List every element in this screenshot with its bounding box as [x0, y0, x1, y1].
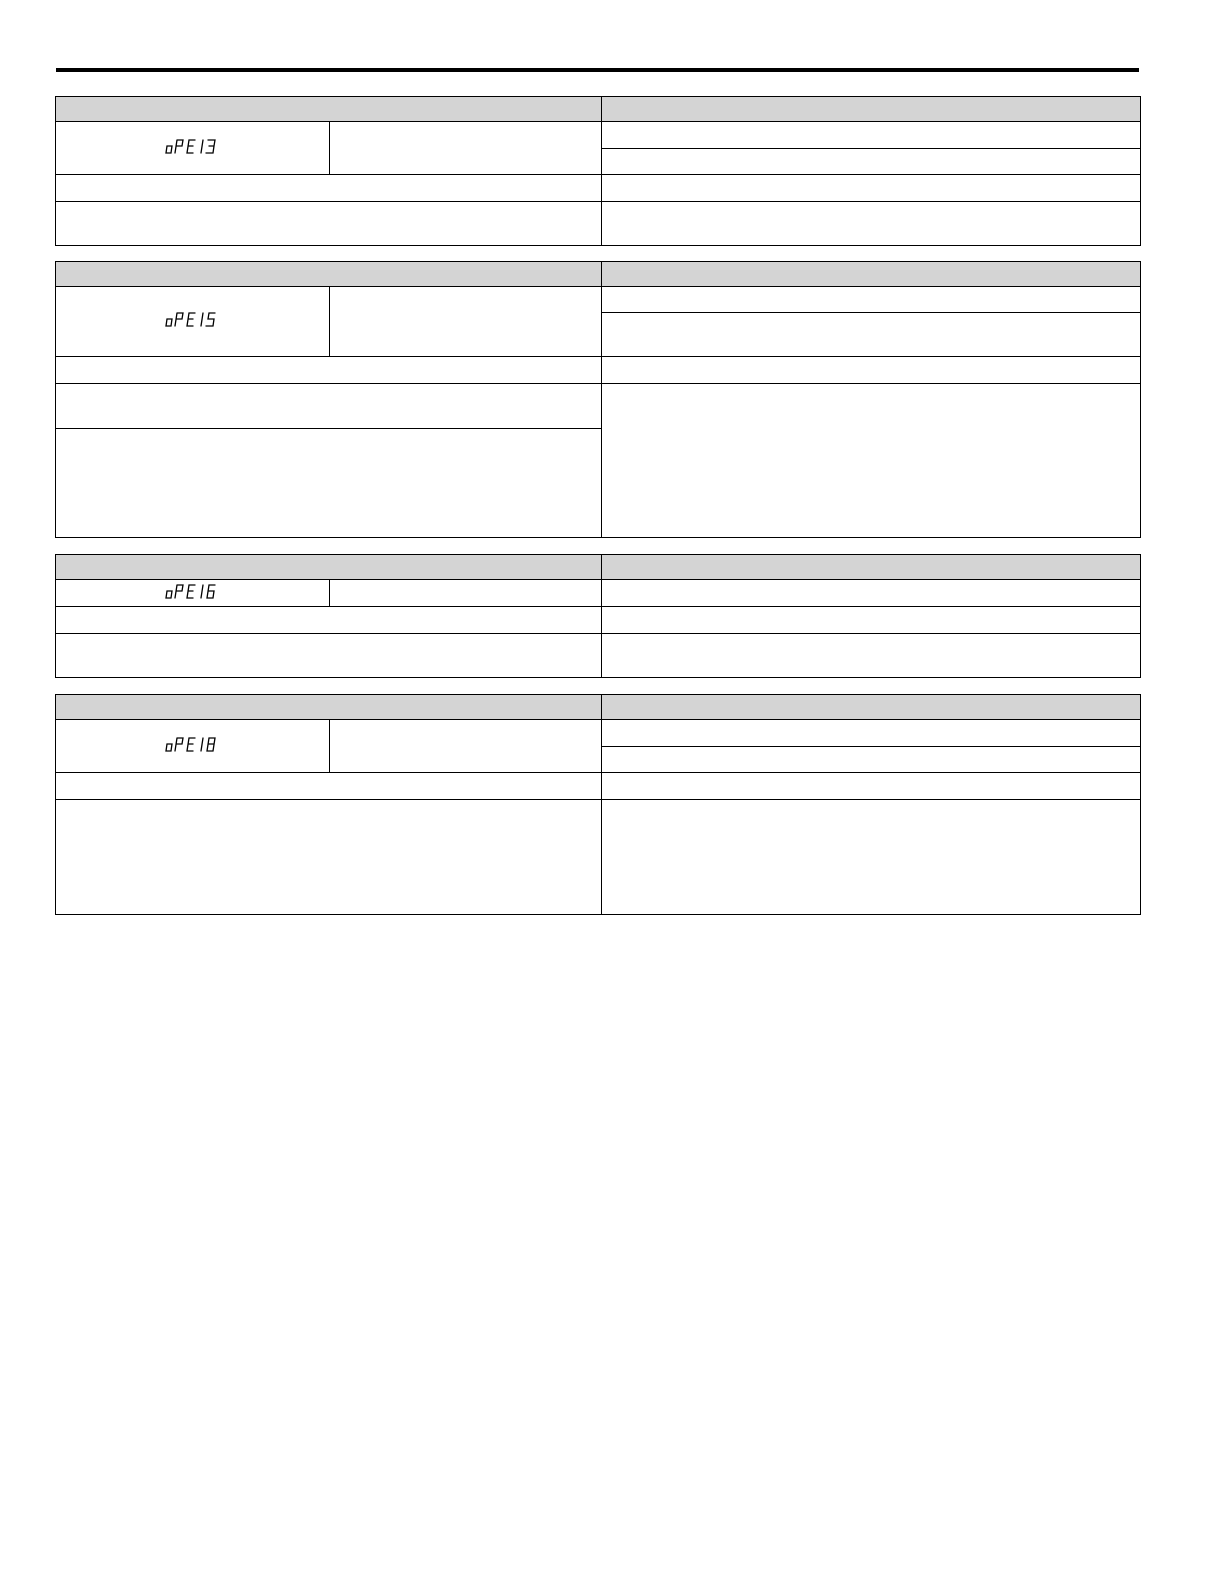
cause-cell — [56, 429, 602, 538]
table-header-left — [56, 555, 602, 580]
seven-segment-icon — [164, 137, 222, 155]
table-header-right — [602, 555, 1141, 580]
cause-row — [602, 149, 1141, 175]
display-name-cell — [330, 580, 602, 607]
cause-row — [602, 122, 1141, 149]
digital-operator-display — [56, 122, 330, 175]
error-table-ope16 — [55, 554, 1140, 678]
seven-segment-icon — [164, 582, 222, 600]
cause-cell — [56, 634, 602, 678]
remedy-cell — [602, 773, 1141, 800]
digital-operator-display — [56, 287, 330, 357]
error-table-ope13 — [55, 96, 1140, 246]
display-name-cell — [330, 122, 602, 175]
remedy-cell — [602, 800, 1141, 915]
table-header-right — [602, 262, 1141, 287]
display-name-cell — [330, 720, 602, 773]
table-header-left — [56, 262, 602, 287]
table-header-left — [56, 695, 602, 720]
cause-cell — [56, 175, 602, 202]
remedy-cell — [602, 634, 1141, 678]
remedy-cell — [602, 202, 1141, 246]
table-header-right — [602, 97, 1141, 122]
cause-cell — [56, 800, 602, 915]
cause-row — [602, 747, 1141, 773]
cause-cell — [56, 202, 602, 246]
remedy-cell — [602, 357, 1141, 384]
cause-cell — [56, 773, 602, 800]
table-header-right — [602, 695, 1141, 720]
table-header-left — [56, 97, 602, 122]
remedy-cell — [602, 175, 1141, 202]
remedy-cell — [602, 607, 1141, 634]
display-name-cell — [330, 287, 602, 357]
cause-cell — [56, 384, 602, 429]
cause-cell — [56, 357, 602, 384]
cause-row — [602, 313, 1141, 357]
seven-segment-icon — [164, 735, 222, 753]
error-table-ope15 — [55, 261, 1140, 538]
cause-row — [602, 720, 1141, 747]
cause-row — [602, 287, 1141, 313]
error-table-ope18 — [55, 694, 1140, 915]
cause-row — [602, 580, 1141, 607]
page-top-rule — [56, 68, 1139, 72]
digital-operator-display — [56, 720, 330, 773]
cause-cell — [56, 607, 602, 634]
seven-segment-icon — [164, 310, 222, 328]
digital-operator-display — [56, 580, 330, 607]
remedy-cell — [602, 384, 1141, 538]
